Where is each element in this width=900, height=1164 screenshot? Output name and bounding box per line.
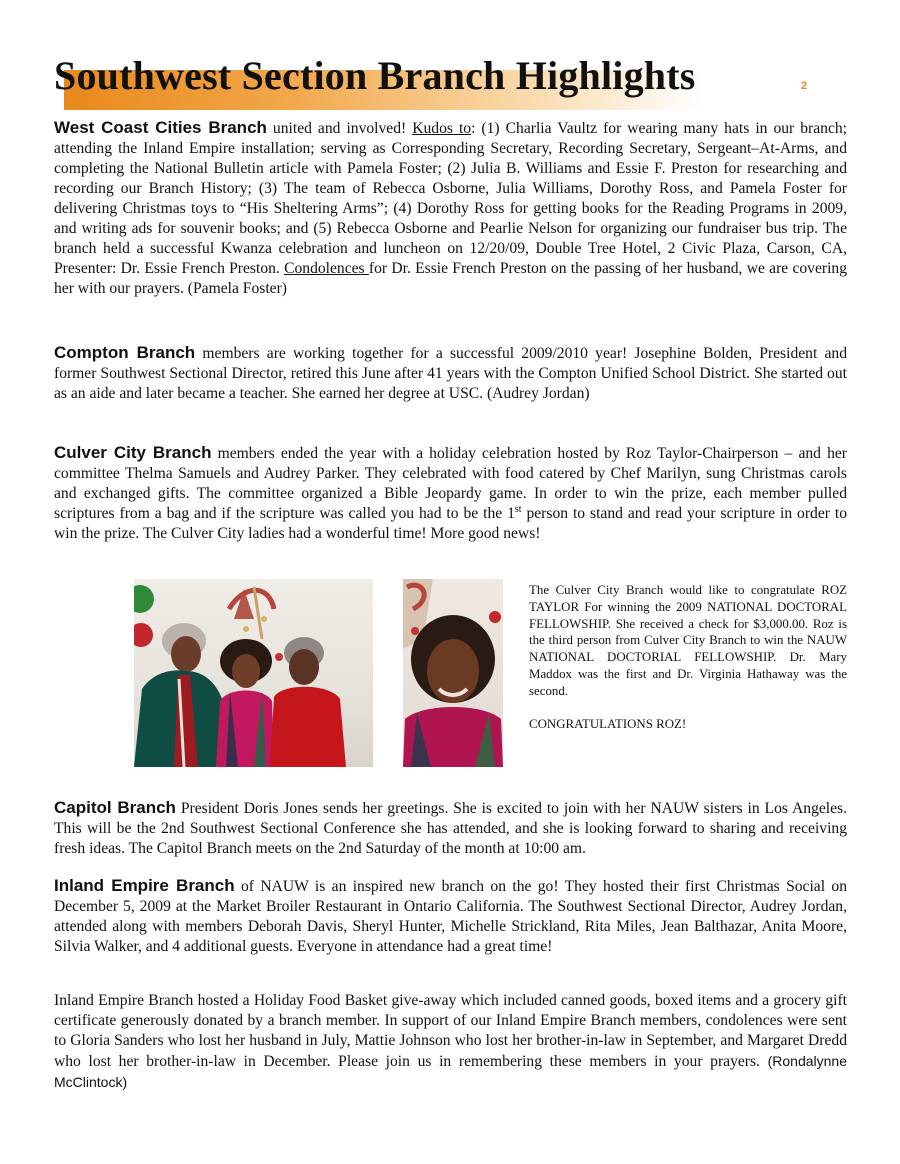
- branch-name-compton: Compton Branch: [54, 343, 196, 362]
- food-basket-body: Inland Empire Branch hosted a Holiday Food Basket give-away which included canned goods, boxed items and a grocery gift certificate generously donated by a branch member. In support of our Inland Empire Branch members, condolences were sent to Gloria Sanders who lost her husband in July, Mattie Johnson who lost her brother-in-law in September, and Margaret Dredd who lost her brother-in-law in December. Please join us in remembering these members in your prayers.: [54, 992, 847, 1070]
- ordinal-superscript: st: [514, 503, 522, 515]
- roz-taylor-photo: [403, 579, 503, 767]
- holiday-group-photo: [134, 579, 373, 767]
- branch-name-capitol: Capitol Branch: [54, 798, 176, 817]
- capitol-body: President Doris Jones sends her greetings. She is excited to join with her NAUW sisters in Los Angeles. This will be the 2nd Southwest Sectional Conference she has attended, and she is looking forward to sharing and receiving fresh ideas. The Capitol Branch meets on the 2nd Saturday of the month at 10:00 am.: [54, 800, 848, 857]
- condolences-label: Condolences: [284, 260, 369, 277]
- culver-city-body: members ended the year with a holiday celebration hosted by Roz Taylor-Chairperson – and her committee Thelma Samuels and Audrey Parker. They celebrated with food catered by Chef Marilyn, sung Christmas carols and exchanged gifts. The committee organized a Bible Jeopardy game. In order to win the prize, each member pulled scriptures from a bag and if the scripture was called you had to be the 1: [54, 445, 847, 522]
- west-coast-body: : (1) Charlia Vaultz for wearing many hats in our branch; attending the Inland Empire installation; serving as Corresponding Secretary, Recording Secretary, Sergeant–At-Arms, and completing the National Bulletin article with Pamela Foster; (2) Julia B. Williams and Essie F. Preston for researching and recording our Branch History; (3) The team of Rebecca Osborne, Julia Williams, Dorothy Ross, and Pamela Foster for delivering Christmas toys to “His Sheltering Arms”; (4) Dorothy Ross for getting books for the Reading Programs in 2009, and writing ads for souvenir books; and (5) Rebecca Osborne and Pearlie Nelson for organizing our fundraiser bus trip. The branch held a successful Kwanza celebration and luncheon on 12/20/09, Double Tree Hotel, 2 Civic Plaza, Carson, CA, Presenter: Dr. Essie French Preston.: [54, 120, 848, 277]
- page-number: 2: [801, 80, 808, 92]
- west-coast-body-end: for Dr. Essie French Preston on the passing of her husband, we are covering her with our prayers. (Pamela Foster): [54, 260, 848, 297]
- capitol-paragraph: [54, 798, 847, 859]
- west-coast-cities-paragraph: [54, 118, 847, 299]
- culver-city-body-end: person to stand and read your scripture in order to win the prize. The Culver City ladies had a wonderful time! More good news!: [54, 505, 847, 542]
- branch-name-culver-city: Culver City Branch: [54, 443, 212, 462]
- page-title: Southwest Section Branch Highlights: [54, 53, 696, 98]
- photo-caption: [529, 582, 847, 732]
- branch-name-inland-empire: Inland Empire Branch: [54, 876, 235, 895]
- kudos-label: Kudos to: [412, 120, 472, 137]
- west-coast-intro: united and involved!: [266, 120, 413, 137]
- inland-empire-body: of NAUW is an inspired new branch on the go! They hosted their first Christmas Social on December 5, 2009 at the Market Broiler Restaurant in Ontario California. The Southwest Sectional Director, Audrey Jordan, attended along with members Deborah Davis, Sheryl Hunter, Michelle Strickland, Rita Miles, Jean Balthazar, Anita Moore, Silvia Walker, and 4 additional guests. Everyone in attendance had a great time!: [54, 878, 847, 955]
- caption-congratulations: CONGRATULATIONS ROZ!: [529, 716, 687, 731]
- compton-body: members are working together for a successful 2009/2010 year! Josephine Bolden, President and former Southwest Sectional Director, retired this June after 41 years with the Compton Unified School District. She started out as an aide and later became a teacher. She earned her degree at USC. (Audrey Jordan): [54, 345, 848, 402]
- culver-city-paragraph: [54, 443, 847, 544]
- portrait-illustration: [403, 579, 503, 767]
- caption-text: The Culver City Branch would like to congratulate ROZ TAYLOR For winning the 2009 NATIONAL DOCTORAL FELLOWSHIP. She received a check for $3,000.00. Roz is the third person from Culver City Branch to win the NAUW NATIONAL DOCTORIAL FELLOWSHIP. Dr. Mary Maddox was the first and Dr. Virginia Hathaway was the second.: [529, 583, 847, 698]
- inland-empire-paragraph: [54, 876, 847, 957]
- compton-paragraph: [54, 343, 847, 404]
- group-photo-illustration: [134, 579, 373, 767]
- author-signature: (Rondalynne McClintock): [54, 1053, 847, 1090]
- inland-empire-food-basket-paragraph: [54, 991, 847, 1093]
- branch-name-west-coast: West Coast Cities Branch: [54, 118, 267, 137]
